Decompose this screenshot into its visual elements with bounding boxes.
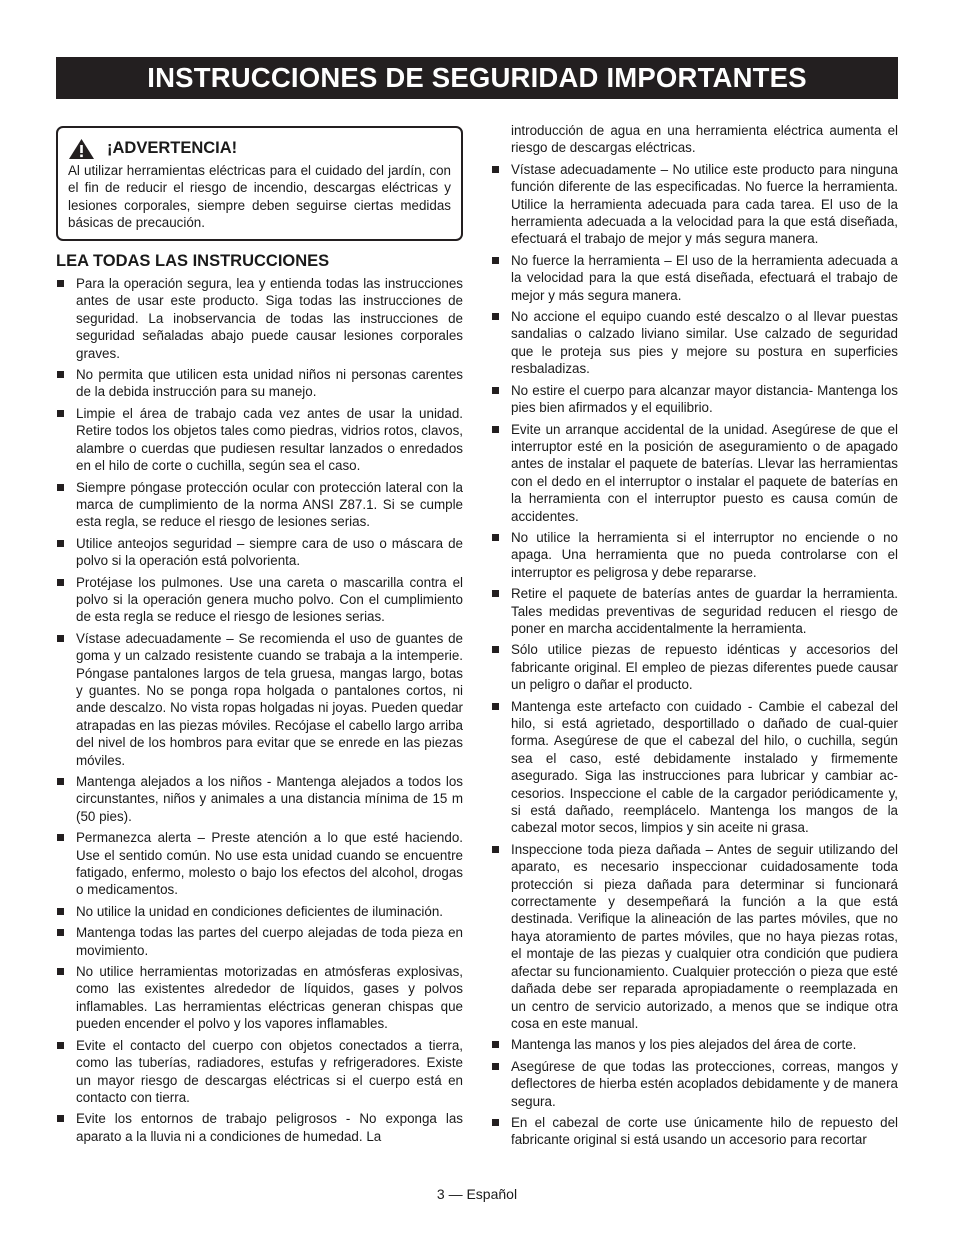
right-column xyxy=(491,122,898,1153)
square-bullet-icon xyxy=(492,313,499,320)
list-item xyxy=(491,421,898,525)
list-item xyxy=(56,479,463,531)
list-item xyxy=(56,275,463,362)
square-bullet-icon xyxy=(492,590,499,597)
list-item-text: No utilice la herramienta si el interruptor no enciende o no apaga. Una herramienta que no pueda controlarse con el interruptor es peligrosa y debe repararse. xyxy=(511,529,898,580)
warning-header xyxy=(68,138,451,160)
list-item xyxy=(56,1037,463,1107)
continued-text: introducción de agua en una herramienta eléctrica aumenta el riesgo de descargas eléctricas. xyxy=(511,123,898,156)
left-column xyxy=(56,122,463,1149)
square-bullet-icon xyxy=(492,1063,499,1070)
list-item-text: Utilice anteojos seguridad – siempre cara de uso o máscara de polvo si la operación está polvorienta. xyxy=(76,535,463,569)
list-item-text: Asegúrese de que todas las protecciones, correas, mangos y deflectores de hierba estén acoplados debidamente y de manera segura. xyxy=(511,1058,898,1109)
list-item-text: Inspeccione toda pieza dañada – Antes de seguir utilizando del aparato, es necesario inspeccionar cuidadosamente toda protección si pieza dañada para determinar si funcionará correctamente y desempeñará la función a la que está destinada. Verifique la alineación de las partes móviles, que no haya atoramiento de partes móviles, que no haya piezas rotas, el montaje de las piezas y cualquier otra condición que pudiera afectar su funcionamiento. Cualquier protección o pieza que esté dañada debe ser reparada apropiadamente o reemplazada en un centro de servicio autorizado, a menos que se indique otra cosa en este manual. xyxy=(511,841,898,1031)
list-item xyxy=(491,641,898,693)
list-item xyxy=(491,1114,898,1149)
square-bullet-icon xyxy=(57,968,64,975)
list-item xyxy=(491,308,898,378)
list-item-text: Permanezca alerta – Preste atención a lo que esté haciendo. Use el sentido común. No use esta unidad cuando se encuentre fatigado, enfermo, molesto o bajo los efectos del alcohol, drogas o medicamentos. xyxy=(76,830,463,898)
list-item xyxy=(56,903,463,920)
list-item xyxy=(56,366,463,401)
list-item xyxy=(491,252,898,304)
list-item xyxy=(56,574,463,626)
square-bullet-icon xyxy=(57,908,64,915)
list-item xyxy=(56,924,463,959)
square-bullet-icon xyxy=(492,534,499,541)
list-item xyxy=(491,382,898,417)
list-item-text: Vístase adecuadamente – Se recomienda el uso de guantes de goma y un calzado resistente cuando se trabaja a la intemperie. Póngase pantalones largos de tela gruesa, mangas largo, botas y guantes. No se ponga ropa holgada o pantalones cortos, ni ande descalzo. No vista ropas holgadas ni joyas. Pueden quedar atrapadas en las piezas móviles. Recójase el cabello largo arriba del nivel de los hombros para evitar que se enrede en las piezas móviles. xyxy=(76,630,463,768)
list-item xyxy=(491,161,898,248)
square-bullet-icon xyxy=(57,778,64,785)
square-bullet-icon xyxy=(492,646,499,653)
square-bullet-icon xyxy=(57,1115,64,1122)
square-bullet-icon xyxy=(492,846,499,853)
list-item xyxy=(491,1058,898,1110)
left-safety-list xyxy=(56,275,463,1145)
square-bullet-icon xyxy=(57,540,64,547)
square-bullet-icon xyxy=(57,484,64,491)
list-item xyxy=(491,1036,898,1053)
list-item-text: No utilice herramientas motorizadas en atmósferas explosivas, como las existentes alrededor de líquidos, gases y polvos inflamables. Las herramientas eléctricas generan chispas que pueden encender el polvo y los vapores inflamables. xyxy=(76,964,463,1032)
page-footer: 3 — Español xyxy=(436,1186,518,1202)
list-item xyxy=(56,1110,463,1145)
list-item-text: Para la operación segura, lea y entienda todas las instrucciones antes de usar este producto. Siga todas las instrucciones de seguridad. La inobservancia de todas las instrucciones de seguridad señaladas abajo puede causar lesiones corporales graves. xyxy=(76,276,463,361)
list-item-text: Mantenga alejados a los niños - Mantenga alejados a todos los circunstantes, niños y animales a una distancia mínima de 15 m (50 pies). xyxy=(76,774,463,824)
list-item-text: Limpie el área de trabajo cada vez antes de usar la unidad. Retire todos los objetos tales como piedras, vidrios rotos, clavos, alambre o cuerdas que pudiesen resultar lanzados o enredados en el hilo de corte o cuchilla, según sea el caso. xyxy=(76,405,463,474)
warning-triangle-icon xyxy=(68,138,95,160)
list-item xyxy=(56,405,463,475)
list-item xyxy=(491,698,898,837)
square-bullet-icon xyxy=(57,410,64,417)
list-item xyxy=(491,841,898,1032)
list-item-text: Vístase adecuadamente – No utilice este producto para ninguna función diferente de las especificadas. No fuerce la herramienta. Utilice la herramienta adecuada para cada tarea. El uso de la herramienta adecuada a la velocidad para la que está diseñada, efectuará el trabajo de mejor y más segura manera. xyxy=(511,161,898,247)
warning-text: Al utilizar herramientas eléctricas para el cuidado del jardín, con el fin de reducir el riesgo de incendio, descargas eléctricas y lesiones corporales, siempre deben seguirse ciertas medidas básicas de precaución. xyxy=(68,163,451,231)
list-item-text: Evite los entornos de trabajo peligrosos - No exponga las aparato a la lluvia ni a condiciones de humedad. La xyxy=(76,1111,463,1144)
square-bullet-icon xyxy=(57,635,64,642)
square-bullet-icon xyxy=(492,703,499,710)
list-item-text: No fuerce la herramienta – El uso de la herramienta adecuada a la velocidad para la que está diseñada, efectuará el trabajo de mejor y más segura manera. xyxy=(511,252,898,303)
list-item xyxy=(56,963,463,1033)
page-title-bar xyxy=(56,57,898,99)
square-bullet-icon xyxy=(57,929,64,936)
list-item-text: Protéjase los pulmones. Use una careta o mascarilla contra el polvo si la operación genera mucho polvo. Con el cumplimiento de esta regla se reduce el riesgo de lesiones serias. xyxy=(76,574,463,625)
list-item-text: Siempre póngase protección ocular con protección lateral con la marca de cumplimiento de la norma ANSI Z87.1. Si se cumple esta regla, se reduce el riesgo de lesiones serias. xyxy=(76,479,463,530)
right-safety-list xyxy=(491,161,898,1149)
square-bullet-icon xyxy=(57,280,64,287)
list-item xyxy=(56,630,463,769)
square-bullet-icon xyxy=(492,1119,499,1126)
list-item-text: No estire el cuerpo para alcanzar mayor distancia- Mantenga los pies bien afirmados y el equilibrio. xyxy=(511,382,898,416)
list-item-text: No permita que utilicen esta unidad niños ni personas carentes de la debida instrucción para su manejo. xyxy=(76,367,463,400)
list-item-text: Retire el paquete de baterías antes de guardar la herramienta. Tales medidas preventivas de seguridad reducen el riesgo de poner en marcha accidentalmente la herramienta. xyxy=(511,586,898,636)
list-item-text: Mantenga todas las partes del cuerpo alejadas de toda pieza en movimiento. xyxy=(76,925,463,958)
list-item-text: Sólo utilice piezas de repuesto idénticas y accesorios del fabricante original. El empleo de piezas diferentes puede causar un peligro o dañar el producto. xyxy=(511,642,898,693)
square-bullet-icon xyxy=(57,1042,64,1049)
square-bullet-icon xyxy=(492,257,499,264)
page-title: INSTRUCCIONES DE SEGURIDAD IMPORTANTES xyxy=(147,62,807,93)
list-item xyxy=(56,773,463,825)
square-bullet-icon xyxy=(492,426,499,433)
list-item xyxy=(56,829,463,899)
list-item xyxy=(491,585,898,637)
square-bullet-icon xyxy=(492,1041,499,1048)
warning-box xyxy=(56,126,463,241)
square-bullet-icon xyxy=(492,166,499,173)
square-bullet-icon xyxy=(57,834,64,841)
square-bullet-icon xyxy=(492,387,499,394)
list-item xyxy=(491,529,898,581)
list-item-text: No accione el equipo cuando esté descalzo o al llevar puestas sandalias o calzado liviano similar. Use calzado de seguridad que le proteja sus pies y mejore su postura en superficies resbaladizas. xyxy=(511,309,898,377)
list-item-text: No utilice la unidad en condiciones deficientes de iluminación. xyxy=(76,903,443,919)
section-title: LEA TODAS LAS INSTRUCCIONES xyxy=(56,251,330,270)
list-item-text: Mantenga las manos y los pies alejados del área de corte. xyxy=(511,1037,857,1053)
square-bullet-icon xyxy=(57,371,64,378)
list-item-text: Evite el contacto del cuerpo con objetos conectados a tierra, como las tuberías, radiadores, estufas y refrigeradores. Existe un mayor riesgo de descargas eléctricas si el cuerpo está en contacto con tierra. xyxy=(76,1037,463,1105)
list-item xyxy=(56,535,463,570)
list-item-text: Mantenga este artefacto con cuidado - Cambie el cabezal del hilo, si está agrietado, desportillado o dañado de cual-quier forma. Asegúrese de que el cabezal del hilo, o cuchilla, según sea el caso, esté debidamente instalado y firmemente asegurado. Siga las instrucciones para lubricar y cambiar ac-cesorios. Inspeccione el cable de la cargador periódicamente y, si está dañado, reemplácelo. Mantenga los mangos de la cabezal motor secos, limpios y sin aceite ni grasa. xyxy=(511,698,898,836)
list-item-text: Evite un arranque accidental de la unidad. Asegúrese de que el interruptor esté en la posición de aseguramiento o de apagado antes de instalar el paquete de baterías. Llevar las herramientas con el dedo en el interruptor o instalar el paquete de baterías en la herramienta con el interruptor puesto es causa común de accidentes. xyxy=(511,421,898,524)
warning-title: ¡ADVERTENCIA! xyxy=(107,139,238,158)
square-bullet-icon xyxy=(57,579,64,586)
list-item-text: En el cabezal de corte use únicamente hilo de repuesto del fabricante original si está usando un accesorio para recortar xyxy=(511,1114,898,1148)
